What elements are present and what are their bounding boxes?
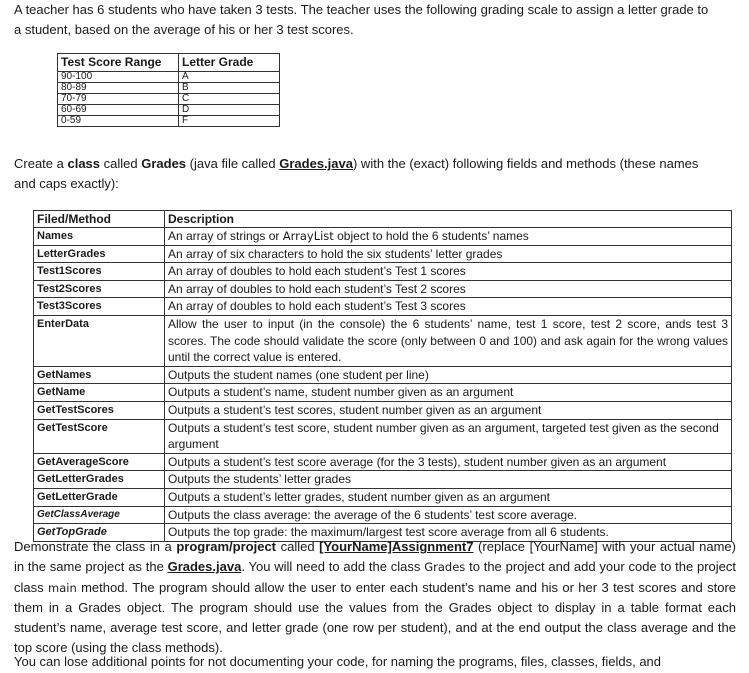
grades-keyword: Grades — [141, 156, 187, 171]
demo-text: called — [276, 539, 320, 554]
field-description — [165, 228, 732, 246]
field-name: Test2Scores — [34, 280, 165, 298]
field-description: An array of doubles to hold each student’s Test 1 scores — [165, 263, 732, 281]
table-row — [58, 105, 280, 116]
method-description: Outputs a student’s letter grades, student number given as an argument — [165, 488, 732, 506]
intro-line-1: A teacher has 6 students who have taken 3 tests. The teacher uses the following grading scale to assign a letter grade to — [14, 2, 709, 17]
create-text: ) with the (exact) following fields and methods (these names — [352, 156, 699, 171]
method-description: Allow the user to input (in the console) the 6 students’ name, test 1 score, test 2 score, ands test 3 scores. The code should validate the score (only between 0 and 100) and ask again for the wrong values until the correct value is entered. — [165, 315, 732, 366]
table-row — [34, 488, 732, 506]
field-name: Names — [34, 228, 165, 246]
table-row — [34, 298, 732, 316]
table-row — [34, 506, 732, 524]
method-name: GetTestScores — [34, 401, 165, 419]
table-row — [34, 245, 732, 263]
table-row — [58, 72, 280, 83]
header-filed-method: Filed/Method — [34, 211, 165, 228]
demo-text: Demonstrate the class in a — [14, 539, 177, 554]
table-header-row — [34, 211, 732, 228]
demo-text: to the project and add your code to the project class — [14, 559, 736, 595]
method-description: Outputs the class average: the average of the 6 students’ test score average. — [165, 506, 732, 524]
table-header-row — [58, 54, 280, 72]
method-description: Outputs a student’s name, student number given as an argument — [165, 384, 732, 402]
table-row — [58, 116, 280, 127]
header-letter-grade: Letter Grade — [179, 54, 280, 72]
create-text: called — [100, 156, 142, 171]
main-method-term: main — [48, 580, 77, 595]
create-text-line-2: and caps exactly): — [14, 176, 119, 191]
header-description: Description — [165, 211, 732, 228]
table-row — [34, 419, 732, 453]
field-name: Test1Scores — [34, 263, 165, 281]
method-name: GetTopGrade — [34, 524, 165, 542]
assignment-name: [YourName]Assignment7 — [319, 539, 474, 554]
letter-grade-cell: C — [179, 94, 280, 105]
field-description: An array of six characters to hold the six students’ letter grades — [165, 245, 732, 263]
create-text: Create a — [14, 156, 68, 171]
grades-class-term: Grades — [424, 560, 466, 575]
intro-line-2: a student, based on the average of his or her 3 test scores. — [14, 22, 354, 37]
arraylist-term: ArrayList — [282, 229, 334, 243]
header-test-score-range: Test Score Range — [58, 54, 179, 72]
demonstrate-paragraph — [14, 537, 736, 659]
field-description: An array of doubles to hold each student’s Test 2 scores — [165, 280, 732, 298]
score-range-cell: 90-100 — [58, 72, 179, 83]
demo-text: (replace [YourName] with your actual name) in the same project as the — [14, 539, 736, 575]
method-name: GetNames — [34, 366, 165, 384]
method-description: Outputs a student’s test score, student number given as an argument, targeted test given as the second argument — [165, 419, 732, 453]
score-range-cell: 60-69 — [58, 105, 179, 116]
table-row — [34, 471, 732, 489]
table-row — [34, 280, 732, 298]
letter-grade-cell: A — [179, 72, 280, 83]
method-name: GetAverageScore — [34, 453, 165, 471]
intro-paragraph — [14, 0, 736, 40]
method-name: GetTestScore — [34, 419, 165, 453]
table-row — [34, 366, 732, 384]
score-range-cell: 70-79 — [58, 94, 179, 105]
closing-paragraph: You can lose additional points for not documenting your code, for naming the programs, files, classes, fields, and — [14, 654, 662, 669]
letter-grade-cell: D — [179, 105, 280, 116]
method-name: GetClassAverage — [34, 506, 165, 524]
demo-text: method. The program should allow the user to enter each student’s name and his or her 3 test scores and store them in a Grades object. The program should use the values from the Grades object to display in a table format each student’s name, average test score, and letter grade (one row per student), and at the end output the class average and the top score (using the class methods). — [14, 579, 737, 656]
table-row — [34, 228, 732, 246]
program-project-keyword: program/project — [176, 539, 277, 554]
description-text: object to hold the 6 students’ names — [333, 229, 529, 243]
description-text: An array of strings or — [168, 229, 283, 243]
table-row — [34, 453, 732, 471]
table-row — [58, 83, 280, 94]
create-text: (java file called — [186, 156, 280, 171]
method-description: Outputs a student’s test scores, student number given as an argument — [165, 401, 732, 419]
table-row — [34, 315, 732, 366]
method-description: Outputs the top grade: the maximum/largest test score average from all 6 students. — [165, 524, 732, 542]
method-name: GetLetterGrades — [34, 471, 165, 489]
method-name: GetName — [34, 384, 165, 402]
fields-methods-table — [33, 210, 732, 542]
letter-grade-cell: F — [179, 116, 280, 127]
table-row — [34, 384, 732, 402]
field-description: An array of doubles to hold each student’s Test 3 scores — [165, 298, 732, 316]
table-row — [34, 401, 732, 419]
method-name: EnterData — [34, 315, 165, 366]
score-range-cell: 80-89 — [58, 83, 179, 94]
create-class-paragraph — [14, 154, 736, 194]
letter-grade-cell: B — [179, 83, 280, 94]
table-row — [34, 263, 732, 281]
table-row — [58, 94, 280, 105]
method-description: Outputs a student’s test score average (for the 3 tests), student number given as an argument — [165, 453, 732, 471]
class-keyword: class — [67, 156, 101, 171]
method-description: Outputs the student names (one student per line) — [165, 366, 732, 384]
method-description: Outputs the students’ letter grades — [165, 471, 732, 489]
field-name: Test3Scores — [34, 298, 165, 316]
demo-text: . You will need to add the class — [241, 559, 425, 575]
grades-java-filename: Grades.java — [167, 559, 242, 575]
score-range-cell: 0-59 — [58, 116, 179, 127]
field-name: LetterGrades — [34, 245, 165, 263]
grades-java-filename: Grades.java — [279, 156, 353, 171]
grading-scale-table — [57, 53, 280, 127]
method-name: GetLetterGrade — [34, 488, 165, 506]
